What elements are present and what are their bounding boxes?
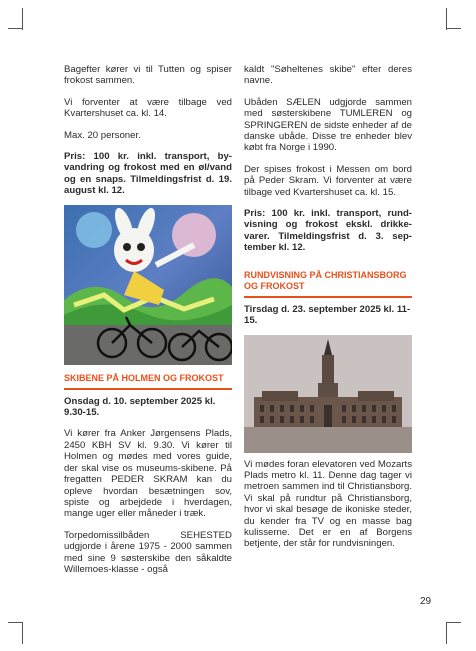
right-column (244, 64, 412, 560)
event-date: Tirsdag d. 23. september 2025 kl. 11-15. (244, 303, 411, 327)
section-heading: RUNDVISNING PÅ CHRISTIANSBORG OG FROKOST (244, 268, 412, 298)
paragraph: Ubåden SÆLEN udgjorde sammen med søsterskibene TUMLEREN og SPRINGEREN de sidste enheder af de danske ubåde. Disse tre enheder blev købt fra Norge i 1990. (244, 96, 412, 154)
paragraph: Bagefter kører vi til Tutten og spiser frokost sammen. (64, 64, 232, 87)
paragraph: Vi mødes foran elevatoren ved Mozarts Plads metro kl. 11. Denne dag tager vi metroen sammen ind til Christiansborg. Vi skal på rundtur på Christiansborg, hvor vi skal besøge de ikoniske steder, du kender fra TV og en masse bag kulisserne. Det er en af Borgens betjente, der står for rundvisningen. (244, 458, 412, 550)
paragraph: Vi forventer at være tilbage ved Kvartershuset ca. kl. 14. (64, 96, 232, 120)
crop-mark-bottom-left-h (8, 622, 22, 623)
crop-mark-bottom-right-h (447, 622, 461, 623)
crop-mark-top-left-h (8, 28, 22, 29)
event-date: Onsdag d. 10. september 2025 kl. 9.30-15. (64, 395, 216, 419)
paragraph: kaldt "Søheltenes skibe" efter deres navne. (244, 64, 412, 87)
crop-mark-top-right-h (447, 28, 461, 29)
section-heading: SKIBENE PÅ HOLMEN OG FROKOST (64, 371, 232, 390)
price-paragraph: Pris: 100 kr. inkl. transport, by-vandring og frokost med en øl/vand og en snaps. Tilmeldingsfrist d. 19. august kl. 12. (64, 151, 232, 197)
price-paragraph: Pris: 100 kr. inkl. transport, rund-visning og frokost ekskl. drikke-varer. Tilmeldingsfrist d. 3. sep-tember kl. 12. (244, 208, 412, 254)
paragraph: Torpedomissilbåden SEHESTED udgjorde i årene 1975 - 2000 sammen med sine 9 søsterskibe den såkaldte Willemoes-klasse - også (64, 529, 232, 575)
page-number: 29 (420, 596, 432, 607)
left-column (64, 64, 232, 585)
crop-mark-bottom-left (22, 622, 23, 644)
graffiti-photo (64, 205, 232, 365)
paragraph: Vi kører fra Anker Jørgensens Plads, 2450 KBH SV kl. 9.30. Vi kører til Holmen og mødes med vores guide, der skal vise os museums-skibene. På fregatten PEDER SKRAM kan du opleve hvordan besætningen sov, spiste og arbejdede i hverdagen, mange uger eller måneder i træk. (64, 428, 232, 520)
crop-mark-top-right (446, 8, 447, 30)
crop-mark-top-left (22, 8, 23, 30)
crop-mark-bottom-right (446, 622, 447, 644)
paragraph: Der spises frokost i Messen om bord på Peder Skram. Vi forventer at være tilbage ved Kvartershuset ca. kl. 15. (244, 163, 412, 198)
paragraph: Max. 20 personer. (64, 129, 141, 141)
christiansborg-photo (244, 335, 412, 453)
